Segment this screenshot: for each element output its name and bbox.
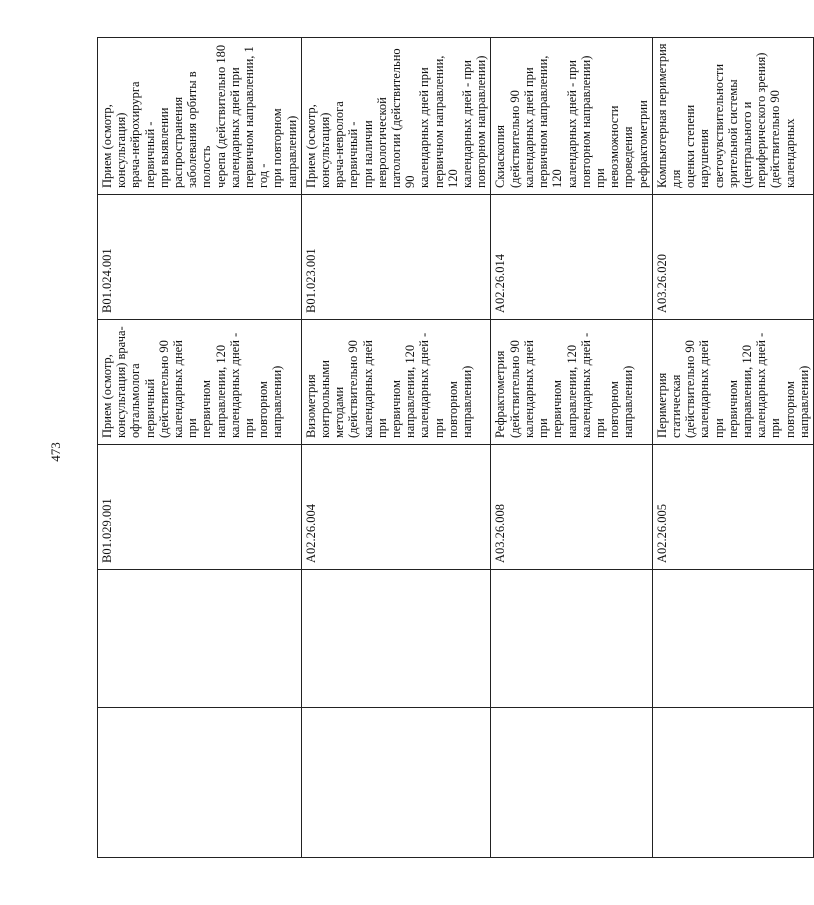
service-description: Периметрия статическая (действительно 90 календарных дней при первичном направлении, 120 календарных дней - при повторном направлении) — [652, 320, 813, 445]
table-row — [491, 38, 652, 858]
table-row — [98, 38, 302, 858]
service-code: B01.024.001 — [98, 195, 302, 320]
service-code: A02.26.004 — [301, 445, 491, 570]
service-code: A02.26.005 — [652, 445, 813, 570]
table-row — [652, 38, 813, 858]
empty-cell — [652, 570, 813, 708]
page-number: 473 — [48, 442, 63, 462]
service-description: Прием (осмотр, консультация) врача-невролога первичный - при наличии неврологической патологии (действительно 90 календарных дней при первичном направлении, 120 календарных дней - при повторном направлении) — [301, 38, 491, 195]
service-code: B01.029.001 — [98, 445, 302, 570]
service-description: Скиаскопия (действительно 90 календарных дней при первичном направлении, 120 календарных дней - при повторном направлении) при невозможности проведения рефрактометрии — [491, 38, 652, 195]
service-description: Рефрактометрия (действительно 90 календарных дней при первичном направлении, 120 календарных дней - при повторном направлении) — [491, 320, 652, 445]
empty-cell — [301, 708, 491, 858]
empty-cell — [98, 570, 302, 708]
service-code: A02.26.014 — [491, 195, 652, 320]
empty-cell — [301, 570, 491, 708]
services-table — [97, 37, 814, 858]
table-row — [301, 38, 491, 858]
empty-cell — [491, 708, 652, 858]
service-description: Компьютерная периметрия для оценки степени нарушения светочувствительности зрительной системы (центрального и периферического зрения) (действительно 90 календарных — [652, 38, 813, 195]
empty-cell — [652, 708, 813, 858]
service-code: A03.26.008 — [491, 445, 652, 570]
service-description: Прием (осмотр, консультация) врача-нейрохирурга первичный - при выявлении распространения заболевания орбиты в полость черепа (действительно 180 календарных дней при первичном направлении, 1 год - при повторном направлении) — [98, 38, 302, 195]
service-description: Визометрия контрольными методами (действительно 90 календарных дней при первичном направлении, 120 календарных дней - при повторном направлении) — [301, 320, 491, 445]
service-code: A03.26.020 — [652, 195, 813, 320]
service-code: B01.023.001 — [301, 195, 491, 320]
empty-cell — [98, 708, 302, 858]
document-table-rotated — [97, 38, 811, 858]
empty-cell — [491, 570, 652, 708]
service-description: Прием (осмотр, консультация) врача- офтальмолога первичный (действительно 90 календарных дней при первичном направлении, 120 календарных дней - при повторном направлении) — [98, 320, 302, 445]
